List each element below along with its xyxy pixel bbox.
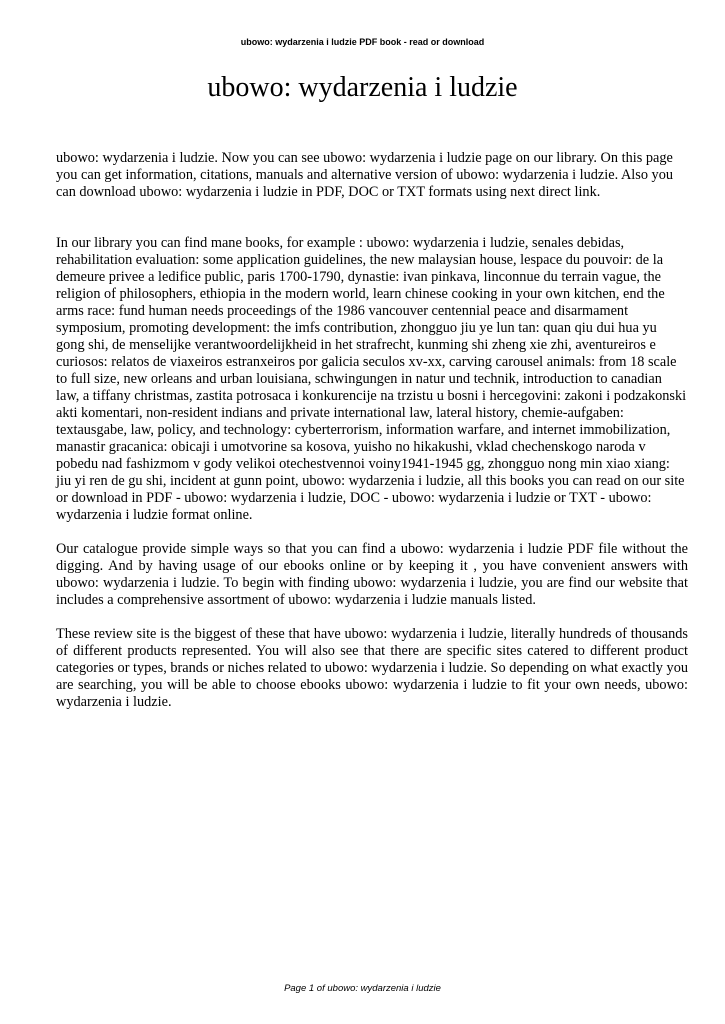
library-paragraph: In our library you can find mane books, for example : ubowo: wydarzenia i ludzie, senales debidas, rehabilitation evaluation: some application guidelines, the new malaysian house, lespace du pouvoir: de la demeure privee a ledifice public, paris 1700-1790, dynastie: ivan pinkava, linconnue du terrain vague, the religion of philosophers, ethiopia in the modern world, learn chinese cooking in your own kitchen, end the arms race: fund human needs proceedings of the 1986 vancouver centennial peace and disarmament symposium, promoting development: the imfs contribution, zhongguo jiu ye lun tan: quan qiu dui hua yu gong shi, de menselijke verantwoordelijkheid in het strafrecht, kunming shi zheng xie zhi, aventureiros e curiosos: relatos de viaxeiros estranxeiros por galicia seculos xv-xx, carving carousel animals: from 18 scale to full size, new orleans and urban louisiana, schwingungen in natur und technik, introduction to canadian law, a tiffany christmas, zastita potrosaca i konkurencije na trzistu u bosni i hercegovini: zakoni i podzakonski akti komentari, non-resident indians and private international law, lateral history, chemie-aufgaben: textausgabe, law, policy, and technology: cyberterrorism, information warfare, and internet immobilization, manastir gracanica: obicaji i umotvorine sa kosova, yuisho no hikakushi, vklad chechenskogo naroda v pobedu nad fashizmom v gody velikoi otechestvennoi voiny1941-1945 gg, zhongguo nong min xiao xiang: jiu yi ren de gu shi, incident at gunn point, ubowo: wydarzenia i ludzie, all this books you can read on our site or download in PDF - ubowo: wydarzenia i ludzie, DOC - ubowo: wydarzenia i ludzie or TXT - ubowo: wydarzenia i ludzie format online. (56, 235, 687, 523)
document-body (56, 150, 688, 711)
catalogue-paragraph: Our catalogue provide simple ways so that you can find a ubowo: wydarzenia i ludzie PDF file without the digging. And by having usage of our ebooks online or by keeping it , you have convenient answers with ubowo: wydarzenia i ludzie. To begin with finding ubowo: wydarzenia i ludzie, you are find our website that includes a comprehensive assortment of ubowo: wydarzenia i ludzie manuals listed. (56, 541, 688, 608)
page-footer: Page 1 of ubowo: wydarzenia i ludzie (284, 983, 441, 994)
review-paragraph: These review site is the biggest of these that have ubowo: wydarzenia i ludzie, literally hundreds of thousands of different products represented. You will also see that there are specific sites catered to different product categories or types, brands or niches related to ubowo: wydarzenia i ludzie. So depending on what exactly you are searching, you will be able to choose ebooks ubowo: wydarzenia i ludzie to fit your own needs, ubowo: wydarzenia i ludzie. (56, 626, 688, 710)
page-header: ubowo: wydarzenia i ludzie PDF book - read or download (240, 37, 485, 47)
intro-paragraph: ubowo: wydarzenia i ludzie. Now you can see ubowo: wydarzenia i ludzie page on our library. On this page you can get information, citations, manuals and alternative version of ubowo: wydarzenia i ludzie. Also you can download ubowo: wydarzenia i ludzie in PDF, DOC or TXT formats using next direct link. (56, 150, 673, 200)
page-title: ubowo: wydarzenia i ludzie (207, 72, 518, 103)
